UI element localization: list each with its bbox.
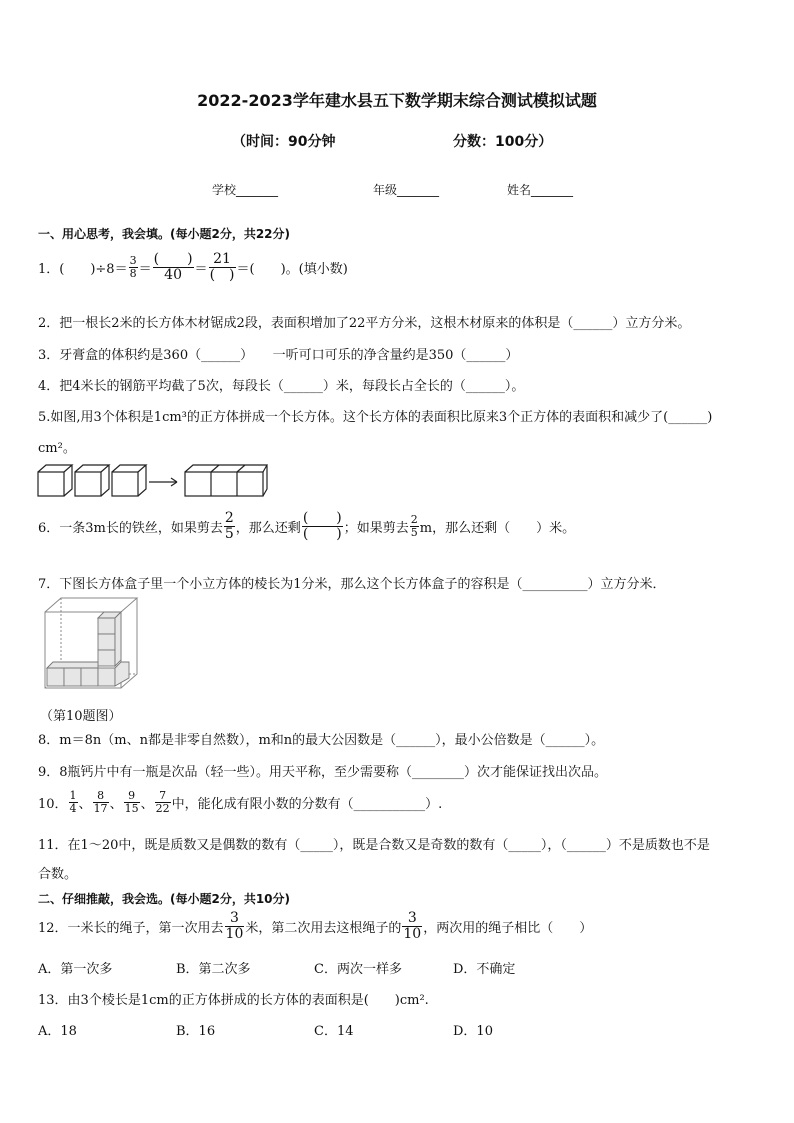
q12-mid: 米，第二次用去这根绳子的 bbox=[245, 920, 402, 936]
q1-f1-num: 3 bbox=[129, 254, 137, 268]
question-11-line-2: 合数。 bbox=[38, 867, 78, 882]
q1-end: ＝( )。(填小数) bbox=[236, 261, 348, 277]
q12-option-c[interactable]: C．两次一样多 bbox=[314, 962, 402, 977]
q6-start: 6．一条3m长的铁丝，如果剪去 bbox=[38, 520, 223, 536]
q10-f3-num: 9 bbox=[124, 790, 140, 803]
q13-option-d[interactable]: D．10 bbox=[453, 1024, 493, 1039]
q12-start: 12．一米长的绳子，第一次用去 bbox=[38, 920, 224, 936]
q10-f3-den: 15 bbox=[124, 801, 139, 815]
q6-f1-num: 2 bbox=[224, 510, 234, 526]
question-4: 4．把4米长的钢筋平均截了5次，每段长（______）米，每段长占全长的（______）。 bbox=[38, 379, 525, 394]
q10-f2-num: 8 bbox=[93, 790, 109, 803]
q1-f2-num: ( ) bbox=[153, 251, 193, 267]
q10-f1-den: 4 bbox=[69, 801, 77, 815]
question-13: 13．由3个棱长是1cm的正方体拼成的长方体的表面积是( )cm². bbox=[38, 993, 429, 1008]
page-title: 2022-2023学年建水县五下数学期末综合测试模拟试题 bbox=[197, 91, 597, 110]
q1-f3-num: 21 bbox=[209, 252, 236, 268]
q1-start: 1．( )÷8＝ bbox=[38, 261, 128, 277]
q13-option-b[interactable]: B．16 bbox=[176, 1024, 216, 1039]
q12-end: ，两次用的绳子相比（ ） bbox=[423, 920, 593, 936]
grade-field: 年级_______ bbox=[373, 183, 440, 197]
q6-end: m，那么还剩（ ）米。 bbox=[419, 520, 576, 536]
q13-option-a[interactable]: A．18 bbox=[38, 1024, 77, 1039]
q1-f2-den: 40 bbox=[164, 266, 182, 283]
q12-f1-den: 10 bbox=[225, 925, 244, 942]
q1-f3-den: ( ) bbox=[209, 266, 235, 283]
q6-f2-den: ( ) bbox=[302, 525, 342, 542]
q6-fraction-2 bbox=[302, 511, 343, 541]
q6-mid1: ，那么还剩 bbox=[235, 520, 301, 536]
q10-fraction-3 bbox=[124, 790, 140, 814]
name-field: 姓名_______ bbox=[507, 183, 574, 197]
question-8: 8．m＝8n（m、n都是非零自然数），m和n的最大公因数是（______），最小公倍数是（______）。 bbox=[38, 733, 605, 748]
q12-option-b[interactable]: B．第二次多 bbox=[176, 962, 251, 977]
q12-f2-den: 10 bbox=[403, 925, 422, 942]
q6-fraction-3 bbox=[410, 514, 419, 538]
question-2: 2．把一根长2米的长方体木材锯成2段，表面积增加了22平方分米，这根木材原来的体积是（______）立方分米。 bbox=[38, 316, 691, 331]
q12-option-d[interactable]: D．不确定 bbox=[453, 962, 516, 977]
q12-fraction-2 bbox=[402, 911, 422, 941]
question-11-line-1: 11．在1～20中，既是质数又是偶数的数有（_____），既是合数又是奇数的数有（_____），（______）不是质数也不是 bbox=[38, 838, 710, 853]
question-7: 7．下图长方体盒子里一个小立方体的棱长为1分米，那么这个长方体盒子的容积是（__________）立方分米． bbox=[38, 577, 666, 592]
q6-fraction-1 bbox=[224, 511, 235, 541]
question-12 bbox=[38, 911, 592, 941]
q10-f2-den: 17 bbox=[93, 801, 108, 815]
question-5-line-1: 5.如图,用3个体积是1cm³的正方体拼成一个长方体。这个长方体的表面积比原来3个正方体的表面积和减少了(______) bbox=[38, 410, 713, 425]
q7-caption: （第10题图） bbox=[40, 709, 122, 724]
q6-f2-num: ( ) bbox=[302, 510, 342, 526]
section-1-title: 一、用心思考，我会填。(每小题2分，共22分) bbox=[38, 227, 291, 241]
q6-mid2: ；如果剪去 bbox=[343, 520, 409, 536]
q6-f3-num: 2 bbox=[410, 513, 418, 527]
q10-fraction-1 bbox=[69, 790, 78, 814]
q1-fraction-3 bbox=[209, 252, 236, 282]
q1-eq-2: ＝ bbox=[194, 261, 208, 277]
q10-comma: 、 bbox=[78, 796, 92, 812]
question-1 bbox=[38, 252, 348, 282]
q12-f2-num: 3 bbox=[402, 911, 422, 927]
question-9: 9．8瓶钙片中有一瓶是次品（轻一些）。用天平称，至少需要称（________）次才能保证找出次品。 bbox=[38, 765, 608, 780]
question-3: 3．牙膏盒的体积约是360（______） 一听可口可乐的净含量约是350（______） bbox=[38, 348, 519, 363]
q10-f4-num: 7 bbox=[155, 790, 171, 803]
q1-eq: ＝ bbox=[138, 261, 152, 277]
q10-f1-num: 1 bbox=[69, 789, 77, 802]
q1-fraction-2 bbox=[153, 252, 194, 282]
question-6 bbox=[38, 511, 575, 541]
q10-end: 中，能化成有限小数的分数有（___________）. bbox=[171, 796, 443, 812]
q7-box-diagram bbox=[43, 596, 139, 692]
question-5-line-2: cm²。 bbox=[38, 441, 76, 456]
q12-f1-num: 3 bbox=[225, 911, 245, 927]
q5-cube-diagram bbox=[37, 462, 269, 498]
exam-time: （时间：90分钟 bbox=[232, 134, 336, 150]
q10-fraction-4 bbox=[155, 790, 171, 814]
q10-f4-den: 22 bbox=[155, 801, 170, 815]
exam-score: 分数：100分） bbox=[453, 134, 553, 150]
q1-fraction-1 bbox=[129, 255, 138, 279]
section-2-title: 二、仔细推敲，我会选。(每小题2分，共10分) bbox=[38, 892, 291, 906]
q10-fraction-2 bbox=[93, 790, 109, 814]
q10-start: 10． bbox=[38, 796, 68, 812]
q6-f3-den: 5 bbox=[410, 525, 418, 539]
q1-f1-den: 8 bbox=[129, 266, 137, 280]
q12-fraction-1 bbox=[225, 911, 245, 941]
q13-option-c[interactable]: C．14 bbox=[314, 1024, 354, 1039]
school-field: 学校_______ bbox=[212, 183, 279, 197]
q10-comma: 、 bbox=[140, 796, 154, 812]
q6-f1-den: 5 bbox=[224, 525, 234, 542]
question-10 bbox=[38, 790, 442, 814]
q10-comma: 、 bbox=[109, 796, 123, 812]
q12-option-a[interactable]: A．第一次多 bbox=[38, 962, 113, 977]
